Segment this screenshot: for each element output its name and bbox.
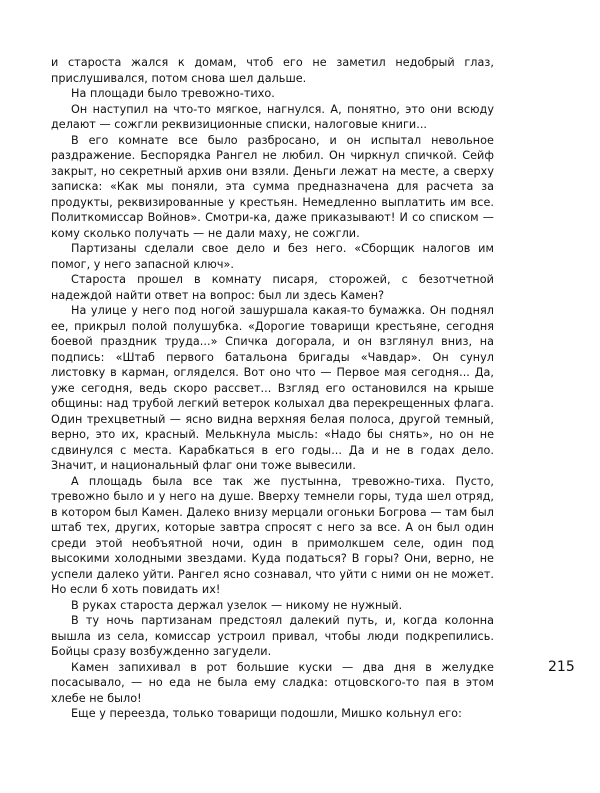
body-text	[51, 55, 494, 722]
page-number: 215	[548, 659, 575, 675]
paragraph: Камен запихивал в рот большие куски — два дня в желудке посасывало, — но еда не была ему сладка: отцовского-то пая в этом хлебе не было!	[51, 660, 494, 705]
paragraph: А площадь была все так же пустынна, тревожно-тиха. Пусто, тревожно было и у него на душе. Вверху темнели горы, туда шел отряд, в котором был Камен. Далеко внизу мерцали огоньки Богрова — там был штаб тех, других, которые завтра спросят с него за все. А он был один среди этой необъятной ночи, один в примолкшем селе, один под высокими холодными звездами. Куда податься? В горы? Они, верно, не успели далеко уйти. Рангел ясно сознавал, что уйти с ними он не может. Но если б хоть повидать их!	[51, 474, 494, 596]
paragraph: На площади было тревожно-тихо.	[71, 87, 275, 100]
paragraph: В ту ночь партизанам предстоял далекий путь, и, когда колонна вышла из села, комиссар устроил привал, чтобы люди подкрепились. Бойцы сразу возбужденно загудели.	[51, 614, 494, 658]
paragraph: Еще у переезда, только товарищи подошли, Мишко кольнул его:	[71, 707, 462, 720]
paragraph: В его комнате все было разбросано, и он испытал невольное раздражение. Беспорядка Рангел не любил. Он чиркнул спичкой. Сейф закрыт, но секретный архив они взяли. Деньги лежат на месте, а сверху записка: «Как мы поняли, эта сумма предназначена для расчета за продукты, реквизированные у крестьян. Немедленно выплатить им все. Политкомиссар Войнов». Смотри-ка, даже приказывают! И со списком — кому сколько получать — не дали маху, не сожгли.	[51, 133, 494, 240]
paragraph: В руках староста держал узелок — никому не нужный.	[71, 598, 403, 612]
paragraph: На улице у него под ногой зашуршала какая-то бумажка. Он поднял ее, прикрыл полой полушубка. «Дорогие товарищи крестьяне, сегодня боевой праздник труда...» Спичка догорала, и он взглянул вниз, на подпись: «Штаб первого батальона бригады «Чавдар». Он сунул листовку в карман, огляделся. Вот оно что — Первое мая сегодня... Да, уже сегодня, ведь скоро рассвет... Взгляд его остановился на крыше общины: над трубой легкий ветерок колыхал два перекрещенных флага. Один трехцветный — ясно видна верхняя белая полоса, другой темный, верно, это их, красный. Мелькнула мысль: «Надо бы снять», но он не сдвинулся с места. Карабкаться в его годы... Да и не в годах дело. Значит, и национальный флаг они тоже вывесили.	[51, 304, 494, 472]
paragraph: Староста прошел в комнату писаря, сторожей, с безотчетной надеждой найти ответ на вопрос: был ли здесь Камен?	[51, 273, 494, 302]
paragraph: Он наступил на что-то мягкое, нагнулся. А, понятно, это они всюду делают — сожгли реквизиционные списки, налоговые книги...	[51, 102, 494, 131]
paragraph: и староста жался к домам, чтоб его не заметил недобрый глаз, прислушивался, потом снова шел дальше.	[51, 56, 494, 85]
paragraph: Партизаны сделали свое дело и без него. «Сборщик налогов им помог, у него запасной ключ».	[51, 242, 494, 271]
